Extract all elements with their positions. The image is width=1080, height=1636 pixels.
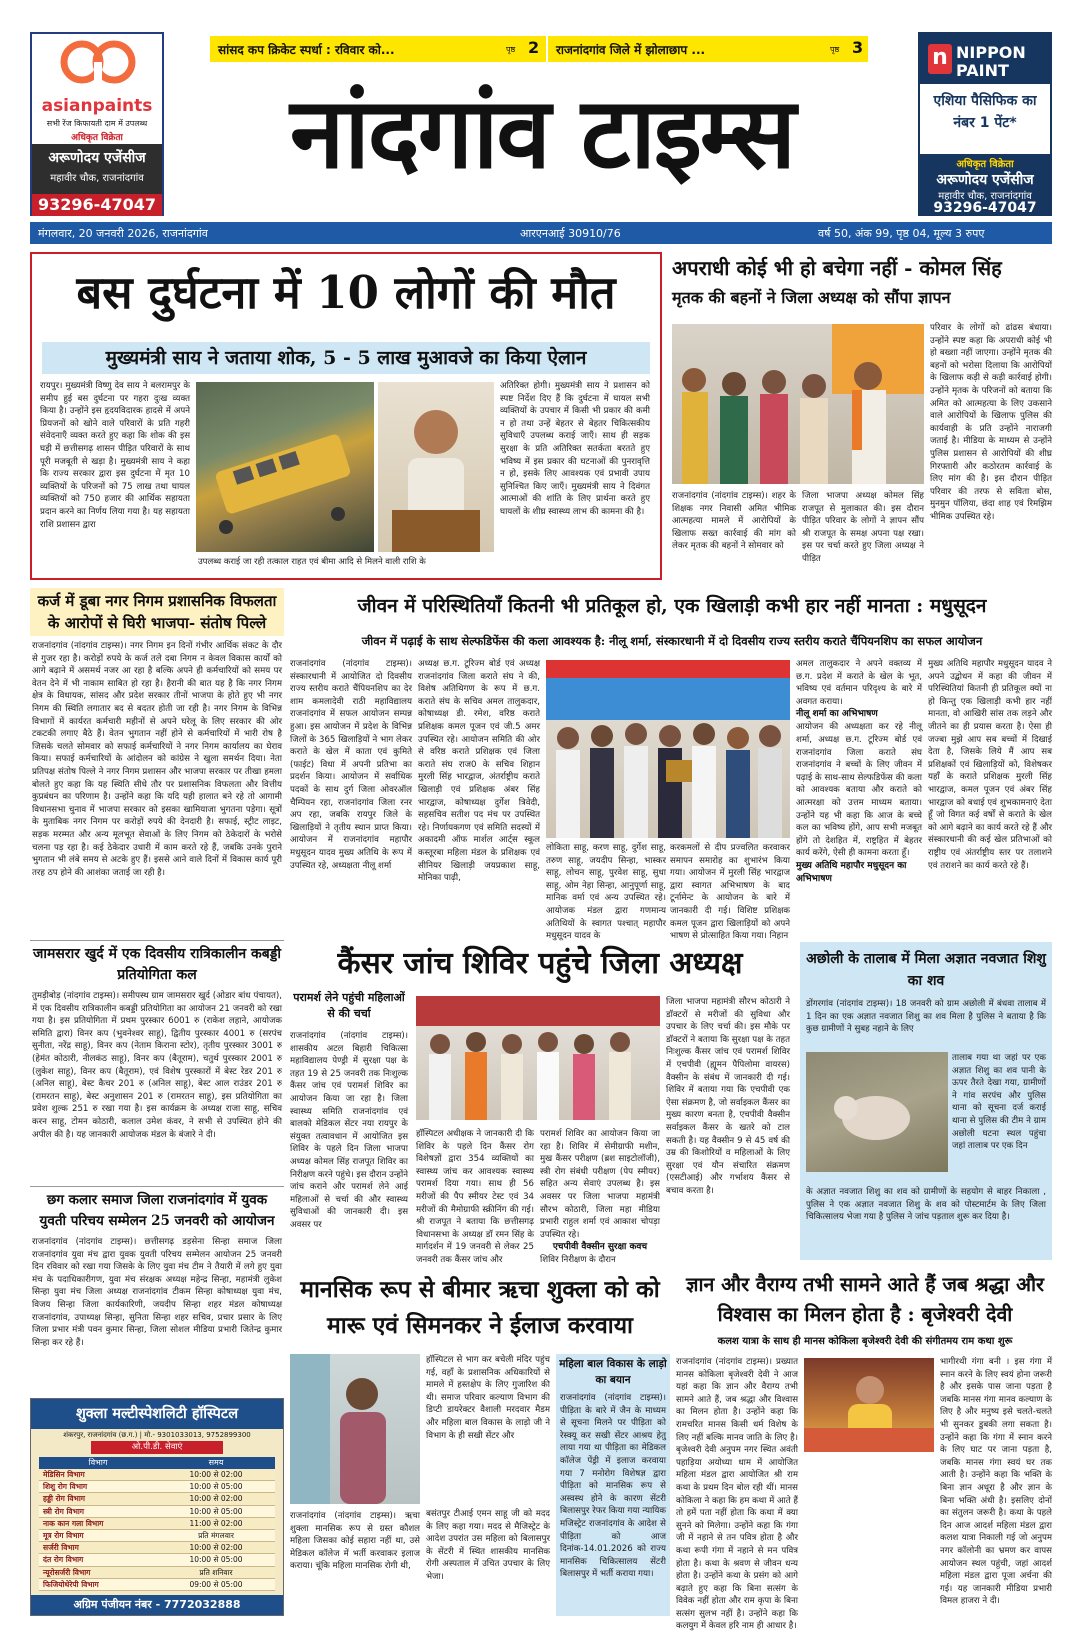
lead-photo-caption: उपलब्ध कराई जा रही तत्काल राहत एवं बीमा आदि से मिलने वाली राशि के [198,557,426,567]
shishu-story [800,942,1052,1260]
hospital-time-cell: 10:00 से 02:00 [189,1543,243,1553]
richa-col-2: हॉस्पिटल से भाग कर बचेली मंदिर पहुंच गई, वहाँ के प्रशासनिक अधिकारियों से मामले में हस्तक्षेप के लिए गुजारिश की थी। समाज परिवार कल्याण विभाग की डिप्टी डायरेक्टर वैशाली मरदवार मैडम और महिला बाल विकास के लाड़ो जी ने विभाग के ही सखी सेंटर और [426,1355,550,1441]
ad-dealer-label: अधिकृत विक्रेता [71,133,123,143]
ad-hospital[interactable] [30,1398,284,1616]
richa-box-title: महिला बाल विकास के लाड़ो का बयान [559,1358,667,1386]
issue-info: वर्ष 50, अंक 99, पृष्ठ 04, मूल्य 3 रुपए [818,227,985,240]
hospital-table-row [39,1506,275,1518]
richa-headline: मानसिक रूप से बीमार ऋचा शुक्ला को को मारू एवं सिमनकर ने ईलाज करवाया [300,1276,660,1339]
madhusudan-col-5a: अमल तालुकदार ने अपने वक्तव्य में छ.ग. प्रदेश में कराते के खेल के भूत, भविष्य एवं वर्तमान परिदृश्य के बारे में अवगत कराया। [796,659,922,707]
nippon-logo-icon: n [928,44,952,74]
richa-box [556,1354,670,1616]
hospital-time-cell: 10:00 से 02:00 [189,1470,243,1479]
hospital-opd: ओ.पी.डी. सेवाएं [91,1441,223,1454]
hospital-dept-cell: मूत्र रोग विभाग [43,1530,84,1540]
hospital-time-cell: प्रति शनिवार [199,1567,233,1577]
richa-caption-col: राजनांदगांव (नांदगांव टाइम्स)। ऋचा शुक्ला मानसिक रूप से ग्रस्त कौशल महिला जिसका कोई सहारा नहीं था, उसे मेडिकल कॉलेज में भर्ती करवाकर इलाज कराया। चूंकि महिला मानसिक रोगी थी, [290,1511,420,1572]
hospital-dept-cell: शिशु रोग विभाग [43,1482,88,1492]
hospital-title: शुक्ला मल्टीस्पेशलिटी हॉस्पिटल [75,1406,239,1422]
madhusudan-col-1: राजनांदगांव (नांदगांव टाइम्स)। संस्कारधानी में आयोजित दो दिवसीय राज्य स्तरीय कराते चैंपियनशिप का देर शाम कमलादेवी राठी महाविद्यालय राजनांदगांव में सफल आयोजन सम्पन्न हुआ। इस आयोजन में प्रदेश के विभिन्न जिलों के 365 खिलाड़ियों ने भाग लेकर कराते के खेल में काता एवं कुमिते (फाईट) विधा में अपनी प्रतिभा का प्रदर्शन किया। आयोजन में सर्वाधिक पदकों के साथ दुर्ग जिला ओवरऑल चैम्पियन रहा, राजनांदगांव जिला रनर अप रहा, जबकि रायपुर जिले के खिलाड़ियों ने तृतीय स्थान प्राप्त किया। आयोजन में राजनांदगांव महापौर मधुसूदन यादव मुख्य अतिथि के रूप में उपस्थित रहे, अध्यक्षता नीलू शर्मा [290,659,412,871]
hospital-time-cell: 10:00 से 05:00 [189,1555,243,1565]
ad-dealer-label: अधिकृत विक्रेता [956,159,1014,170]
teaser-left-page-num: 2 [528,38,540,57]
lead-photo-bus [196,382,374,552]
hospital-table-row [39,1579,275,1591]
komal-subhead: मृतक की बहनों ने जिला अध्यक्ष को सौंपा ज्ञापन [672,288,951,307]
cancer-subhead: परामर्श लेने पहुंची महिलाओं से की चर्चा [293,991,405,1020]
komal-photo [672,324,924,484]
yuvak-headline: छग कलार समाज जिला राजनांदगांव में युवक युवती परिचय सम्मेलन 25 जनवरी को आयोजन [39,1192,275,1229]
richa-col-2b: बसंतपुर टीआई एमन साहू जी को मदद के लिए कहा गया। मदद से मैजिस्ट्रेट के आदेश उपरांत उस महिला को बिलासपुर के सेंटरी में स्थित शासकीय मानसिक रोगी अस्पताल में उचित उपचार के लिए भेजा। [426,1509,550,1582]
rni-number: आरएनआई 30910/76 [520,227,621,240]
madhusudan-col-2: अध्यक्ष छ.ग. टूरिज्म बोर्ड एवं अध्यक्ष राजनांदगांव जिला कराते संघ ने की, विशेष अतिथिगण के रूप में छ.ग. कराते संघ के सचिव अमल तालुकदार, कोषाध्यक्ष डी. रमेश, वरिष्ठ कराते प्रशिक्षक कमल पूजन एवं जी.5 अमर उपस्थित रहे। आयोजन समिति की ओर से वरिष्ठ कराते प्रशिक्षक एवं जिला कराते संघ राज0 के सचिव शिहान मुरली सिंह भारद्वाज, अंतर्राष्ट्रीय कराते खिलाड़ी एवं प्रशिक्षक अंबर सिंह भारद्वाज, कोषाध्यक्ष दुर्गेश त्रिवेदी, सहसचिव सतीश पद मंच पर उपस्थित रहे। निर्णायकगण एवं समिति सदस्यों में अकादमी ऑफ मार्शल आर्ट्स स्कूल कस्तूरबा महिला मंडल के प्रशिक्षक एवं सीनियर खिलाड़ी जयप्रकाश साहू, मोनिका पाढ़ी, [418,659,540,884]
madhusudan-photo [546,660,790,838]
hospital-time-cell: 11:00 से 02:00 [189,1518,243,1528]
hospital-col-head-dept: विभाग [88,1458,108,1467]
cancer-col-2: हॉस्पिटल अधीक्षक ने जानकारी दी कि शिविर के पहले दिन कैंसर रोग विशेषज्ञों द्वारा 354 व्यक्तियों का स्वास्थ्य जांच कर आवश्यक स्वास्थ्य परामर्श दिया गया। साथ ही 56 मरीजों की पैप स्मीयर टेस्ट एवं 34 मरीजों की मैमोग्राफी स्क्रीनिंग की गई। श्री राजपूत ने बताया कि छत्तीसगढ़ विधानसभा के अध्यक्ष डॉ रमन सिंह के मार्गदर्शन में 19 जनवरी से लेकर 25 जनवरी तक कैंसर जांच और [416,1129,534,1265]
yuvak-body: राजनांदगांव (नांदगांव टाइम्स)। छत्तीसगढ़ डड़सेना सिन्हा समाज जिला राजनांदगांव युवा मंच द्वारा युवक युवती परिचय सम्मेलन आयोजन 25 जनवरी दिन रविवार को रखा गया जिसके के लिए युवा मंच टीम ने तैयारी में लगे हुए युवा मंच के पदाधिकारीगण, युवा मंच संरक्षक अध्यक्ष महेन्द्र सिन्हा, महामंत्री लुकेश सिन्हा युवा मंच जिला अध्यक्ष राजनांदगांव टीकम सिन्हा कोषाध्यक्ष युवा मंच, विजय सिन्हा जिला कार्यकारिणी, जयदीप सिन्हा शहर मंडल कोषाध्यक्ष राजनांदगांव, उपाध्यक्ष सिन्हा, सुनिता सिन्हा शहर सचिव, प्रचार प्रसार के लिए जिला प्रभार मंत्री पवन कुमार सिन्हा, जिला सोशल मीडिया प्रभारी जितेन्द्र कुमार सिन्हा कर रहे हैं। [32,1237,282,1348]
madhusudan-col-3: लोकिता साहू, करण साहू, दुर्गेश साहू, तरुण साहू, जयदीप सिन्हा, भास्कर साहू, लोचन साहू, पुरवेश साहू, सुधा साहू, ओम नेहा सिन्हा, आनुपूर्णा साहू, मानिक वर्मा एवं अन्य उपस्थित रहे। आयोजक मंडल द्वारा गणमान्य अतिथियों के स्वागत पश्चात् महापौर मधुसूदन यादव के [546,843,666,942]
lead-col-2: अतिरिक्त होगी। मुख्यमंत्री साय ने प्रशासन को स्पष्ट निर्देश दिए हैं कि दुर्घटना में घायल सभी व्यक्तियों के उपचार में किसी भी प्रकार की कमी न हो तथा उन्हें बेहतर से बेहतर चिकित्सकीय सुविधाएँ उपलब्ध कराई जाएँ। साथ ही सड़क सुरक्षा के प्रति अतिरिक्त सतर्कता बरतते हुए भविष्य में इस प्रकार की घटनाओं की पुनरावृत्ति न हो, इसके लिए आवश्यक एवं प्रभावी उपाय सुनिश्चित किए जाएँ। मुख्यमंत्री साय ने दिवंगत आत्माओं की शांति के लिए प्रार्थना करते हुए घायलों के शीघ्र स्वास्थ्य लाभ की कामना की है। [500,381,650,517]
shishu-intro: डोंगरगांव (नांदगांव टाइम्स)। 18 जनवरी को ग्राम अछोली में बंधवा तालाब में 1 दिन का एक अज्ञात नवजात शिशु का शव मिला है पुलिस ने बताया है कि कुछ ग्रामीणों ने सुबह नहाने के लिए [806,999,1046,1035]
hospital-table-row [39,1518,275,1530]
issue-date: मंगलवार, 20 जनवरी 2026, राजनांदगांव [38,227,208,240]
hospital-dept-cell: न्यूरोसर्जरी विभाग [43,1567,91,1577]
hospital-address: शंकरपुर, राजनांदगांव (छ.ग.) | मो.- 9301033013, 9752899300 [63,1431,251,1439]
hospital-time-cell: प्रति मंगलवार [198,1530,234,1540]
hospital-time-cell: 10:00 से 02:00 [189,1494,243,1504]
richa-photo [290,1354,420,1504]
cancer-headline: कैंसर जांच शिविर पहुंचे जिला अध्यक्ष [337,946,743,981]
lead-story [30,252,662,580]
hospital-dept-cell: मेडिसिन विभाग [43,1470,85,1479]
hospital-dept-cell: हड्डी रोग विभाग [43,1494,85,1504]
bjp-headline: कर्ज में डूबा नगर निगम प्रशासनिक विफलता के आरोपों से घिरी भाजपा- संतोष पिल्ले [37,592,277,632]
komal-col-3: परिवार के लोगों को ढांढस बंधाया। उन्होंने स्पष्ट कहा कि अपराधी कोई भी हो बख्शा नहीं जाएगा। उन्होंने मृतक की बहनों को भरोसा दिलाया कि आरोपियों के खिलाफ कड़ी से कड़ी कार्रवाई होगी। उन्होंने मृतक के परिजनों को बताया कि अमित को आत्महत्या के लिए उकसाने वाले आरोपियों के खिलाफ पुलिस की कार्यवाही के प्रति उन्होंने नाराजगी जताई है। मीडिया के माध्यम से उन्होंने पुलिस प्रशासन से आरोपियों की शीघ्र गिरफ्तारी और कठोरतम कार्रवाई के लिए मांग की है। इस दौरान पीड़ित परिवार की तरफ से सविता बोस, मुनमुन पॉलिया, छंदा शाह एवं रिमझिम भीमिक उपस्थित रहे। [930,323,1052,522]
ad-dealer-address: महावीर चौक, राजनांदगांव [938,191,1032,202]
ad-tagline: सभी रेंज किफायती दाम में उपलब्ध [46,119,148,128]
teaser-left-text: सांसद कप क्रिकेट स्पर्धा : रविवार को... [218,43,395,57]
date-strip [30,222,1052,244]
lead-subhead: मुख्यमंत्री साय ने जताया शोक, 5 - 5 लाख मुआवजे का किया ऐलान [105,347,587,369]
hospital-table-row [39,1530,275,1542]
madhusudan-subhead: जीवन में पढ़ाई के साथ सेल्फडिफेंस की कला आवश्यक है: नीलू शर्मा, संस्कारधानी में दो दिवसीय राज्य स्तरीय कराते चैंपियनशिप का सफल आयोजन [361,634,983,648]
kabaddi-body: तुमड़ीबोड़ (नांदगांव टाइम्स)। समीपस्थ ग्राम जामसरार खुर्द (ओडार बांध पंचायत), में एक दिवसीय रात्रिकालीन कबड्डी प्रतियोगिता का आयोजन 21 जनवरी को रखा गया है। इस प्रतियोगिता में प्रथम पुरस्कार 6001 रु (राकेश लहाने, आयोजक समिति द्वारा) विनर कप (भुवनेश्वर साहू), द्वितीय पुरस्कार 4001 रु (सरपंच सुनीता, नरेंद्र साहू), विनर कप (नेताम किराना स्टोर), तृतीय पुरस्कार 3001 रु (हेमंत कोठारी, नीलकंठ साहू), विनर कप (बैतूराम), चतुर्थ पुरस्कार 2001 रु (लुकेश साहू), विनर कप (बैतूराम), एवं विशेष पुरस्कारों में बेस्ट रेडर 201 रु (अनिल साहू), बेस्ट कैचर 201 रु (अनिल साहू), बेस्ट आल राउंडर 201 रु (रामरतन साहू), बेस्ट अनुशासन 201 रु (रामरतन साहू), इस प्रतियोगिता का प्रवेश शुल्क 251 रु रखा गया है। इस कार्यक्रम के अध्यक्ष राजा साहू, सचिव करन साहू, टोमन कोठारी, कलाल उमेश कंवर, ने सभी से उपस्थित होने की अपील की है। यह जानकारी आयोजक मंडल के बंजारे ने दी। [32,991,282,1140]
kabaddi-headline: जामसरार खुर्द में एक दिवसीय रात्रिकालीन कबड्डी प्रतियोगिता कल [33,946,281,983]
hospital-table-row [39,1481,275,1493]
hospital-dept-cell: फिजियोथेरेपी विभाग [43,1579,99,1589]
madhusudan-headline: जीवन में परिस्थितियाँ कितनी भी प्रतिकूल हो, एक खिलाड़ी कभी हार नहीं मानता : मधुसूदन [357,595,987,617]
hospital-time-cell: 10:00 से 05:00 [189,1482,243,1492]
teaser-right-page-num: 3 [852,38,864,57]
asianpaints-logo-text: asianpaints [41,96,153,116]
hospital-time-cell: 09:00 से 05:00 [189,1579,243,1589]
ad-asianpaints[interactable] [30,32,164,216]
lead-col-1: रायपुर। मुख्यमंत्री विष्णु देव साय ने बलरामपुर के समीप हुई बस दुर्घटना पर गहरा दुःख व्यक्त किया है। उन्होंने इस हृदयविदारक हादसे में अपने प्रियजनों को खोने वाले परिवारों के प्रति गहरी संवेदनाएँ व्यक्त करते हुए कहा कि शोक की इस घड़ी में छत्तीसगढ़ शासन पीड़ित परिवारों के साथ पूरी मजबूती से खड़ा है। मुख्यमंत्री साय ने कहा कि राज्य सरकार द्वारा इस दुर्घटना में मृत 10 व्यक्तियों के परिजनों को 75 लाख तथा घायल व्यक्तियों को 750 हजार की आर्थिक सहायता प्रदान करने का निर्णय लिया गया है। यह सहायता राशि प्रशासन द्वारा [40,381,190,530]
madhusudan-sub-2: मुख्य अतिथि महापौर मधुसूदन का अभिभाषण [796,860,907,884]
ad-phone: 93296-47047 [32,194,162,216]
bjp-body: राजनांदगांव (नांदगांव टाइम्स)। नगर निगम इन दिनों गंभीर आर्थिक संकट के दौर से गुजर रहा है। करोड़ों रुपये के कर्ज तले दबा निगम न केवल विकास कार्यों को आगे बढ़ाने में असमर्थ नजर आ रहा है बल्कि अपने ही कर्मचारियों को समय पर वेतन देने में भी नाकाम साबित हो रहा है। हैरानी की बात यह है कि नगर निगम क्षेत्र के विधायक, सांसद और प्रदेश सरकार तीनों भाजपा के होते हुए भी नगर निगम की स्थिति लगातार बद से बदतर होती जा रही है। नगर निगम के विभिन्न विभागों में कार्यरत कर्मचारी महीनों से अपने घरेलू के लिए सरकार की ओर टकटकी लगाए बैठे हैं। वेतन भुगतान नहीं होने से कर्मचारियों में भारी रोष है जिसके चलते सोमवार को सफाई कर्मचारियों ने नगर निगम कार्यालय का घेराव किया। सफाई कर्मचारियों के आंदोलन को कांग्रेस ने खुला समर्थन दिया। नेता प्रतिपक्ष संतोष पिल्ले ने नगर निगम प्रशासन और भाजपा सरकार पर तीखा हमला बोलते हुए कहा कि यह स्थिति सीधे तौर पर प्रशासनिक विफलता और वित्तीय कुप्रबंधन का परिणाम है। उन्होंने कहा कि यदि यही हालात बने रहे तो आगामी विधानसभा चुनाव में भाजपा सरकार को इसका खामियाजा भुगतना पड़ेगा। सूत्रों के मुताबिक नगर निगम पर करोड़ों रुपये की देनदारी है। सफाई, स्ट्रीट लाइट, सड़क मरम्मत और अन्य मूलभूत सेवाओं के लिए निगम को ठेकेदारों के भरोसे चलना पड़ रहा है। कई ठेकेदार उधारी में काम करते रहे हैं, जबकि उनके पुराने भुगतान भी लंबे समय से अटके हुए हैं। इससे आने वाले दिनों में विकास कार्य पूरी तरह ठप होने की आशंका जताई जा रही है। [32,641,282,878]
hospital-col-head-time: समय [208,1458,224,1467]
shraddha-photo [804,1358,934,1452]
komal-col-2: जिला भाजपा अध्यक्ष कोमल सिंह राजपूत से मुलाकात की। इस दौरान पीड़ित परिवार के लोगों ने ज्ञापन सौंप श्री राजपूत के समक्ष अपना पक्ष रखा। इस पर चर्चा करते हुए जिला अध्यक्ष ने पीड़ित [802,491,924,564]
shishu-tail: के अज्ञात नवजात शिशु का शव को ग्रामीणों के सहयोग से बाहर निकाला , पुलिस ने एक अज्ञात नवजात शिशु के शव को पोस्टमार्टम के लिए जिला चिकित्सालय भेजा गया है पुलिस ने जांच पड़ताल शुरू कर दिया है। [806,1187,1046,1223]
newspaper-title: नांदगांव टाइम्स [290,76,794,191]
hospital-table-row [39,1493,275,1505]
madhusudan-col-4: करकमलों से दीप प्रज्वलित करवाकर समापन समारोह का शुभारंभ किया गया। आयोजन में मुरली सिंह भारद्वाज द्वारा स्वागत अभिभाषण के बाद टूर्नामेन्ट के आयोजन के बारे में जानकारी दी गई। विशिष्ट प्रशिक्षक कमल पूजन द्वारा खिलाड़ियों को अपने भाषण से प्रोत्साहित किया गया। निहान [670,843,790,942]
ad-phone: 93296-47047 [933,200,1037,216]
ad-dealer-name: अरूणोदय एजेंसीज [48,150,146,166]
shraddha-subhead: कलश यात्रा के साथ ही मानस कोकिला बृजेश्वरी देवी की संगीतमय राम कथा शुरू [717,1336,1013,1347]
teaser-left[interactable] [210,36,546,62]
hospital-dept-cell: दंत रोग विभाग [43,1555,84,1565]
shraddha-col-1: राजनांदगांव (नांदगांव टाइम्स)। प्रख्यात मानस कोकिला बृजेश्वरी देवी ने आज यहां कहा कि ज्ञान और वैराग्य तभी सामने आते हैं, जब श्रद्धा और विश्वास का मिलन होता है। उन्होंने कहा कि रामचरित मानस किसी धर्म विशेष के लिए नहीं बल्कि मानव जाति के लिए है। बृजेश्वरी देवी अनुपम नगर स्थित अवंती पहाड़िया अयोध्या धाम में आयोजित महिला मंडल द्वारा आयोजित श्री राम कथा के प्रथम दिन बोल रही थीं। मानस कोकिला ने कहा कि हम कथा में आते हैं तो हमें पता नहीं होता कि कथा में क्या सुनने को मिलेगा। उन्होंने कहा कि गंगा जी में नहाने से तन पवित्र होता है और कथा रूपी गंगा में नहाने से मन पवित्र होता है। कथा के श्रवण से जीवन धन्य होता है। उन्होंने कथा के प्रसंग को आगे बढ़ाते हुए कहा कि बिना सत्संग के विवेक नहीं होता और राम कृपा के बिना सत्संग सुलभ नहीं है। उन्होंने कहा कि कलयुग में केवल हरि नाम ही आधार है। [676,1357,798,1632]
teaser-right[interactable] [548,36,868,62]
hospital-time-cell: 10:00 से 05:00 [189,1506,243,1516]
lead-headline: बस दुर्घटना में 10 लोगों की मौत [76,266,616,319]
hospital-table-row [39,1542,275,1554]
madhusudan-sub-1: नीलू शर्मा का अभिभाषण [796,709,878,720]
hospital-footer: अग्रिम पंजीयन नंबर - 7772032888 [31,1595,283,1615]
teaser-right-text: राजनांदगांव जिले में झोलाछाप ... [556,43,706,57]
shishu-body: तालाब गया था जहां पर एक अज्ञात शिशु का शव पानी के ऊपर तैरते देखा गया, ग्रामीणों ने गांव सरपंच और पुलिस थाना को सूचना दर्ज कराई थाना से पुलिस की टीम ने ग्राम अछोली घटना स्थल पहुंचा जहां तालाब पर एक दिन [952,1053,1046,1152]
lead-photo-cm [378,382,494,552]
hospital-table-row [39,1469,275,1481]
nippon-logo-text: NIPPON PAINT [956,43,1026,80]
cancer-col-4: जिला भाजपा महामंत्री सौरभ कोठारी ने डॉक्टरों से मरीजों की सुविधा और उपचार के लिए चर्चा की। इस मौके पर डॉक्टरों ने बताया कि सुरक्षा पक्ष के तहत निःशुल्क कैंसर जांच एवं परामर्श शिविर में एचपीवी (ह्यूमन पैपिलोमा वायरस) वैक्सीन के संबंध में जानकारी दी गई। शिविर में बताया गया कि एचपीवी एक ऐसा संक्रमण है, जो सर्वाइकल कैंसर का मुख्य कारण बनता है, एचपीवी वैक्सीन सर्वाइकल कैंसर के खतरे को टाल सकती है। यह वैक्सीन 9 से 45 वर्ष की उम्र की किशोरियों व महिलाओं के लिए सुरक्षा एवं यौन संचारित संक्रमण (एसटीआई) और गर्भाशय कैंसर से बचाव करता है। [666,997,790,1196]
richa-col-3: राजनांदगांव (नांदगांव टाइम्स)। पीड़िता के बारे में जैन के माध्यम से सूचना मिलने पर पीड़िता को रेस्क्यू कर सखी सेंटर आश्रय हेतु लाया गया था पीड़िता का मेडिकल कॉलेज पेंड्री में इलाज करवाया गया 7 मनोरोग विशेषज्ञ द्वारा पीड़िता को मानसिक रूप से अस्वस्थ होने के कारण सेंटरी बिलासपुर रेफर किया गया न्यायिक मजिस्ट्रेट राजनांदगांव के आदेश से पीड़िता को आज दिनांक-14.01.2026 को राज्य मानसिक चिकित्सालय सेंटरी बिलासपुर में भर्ती कराया गया। [560,1393,666,1580]
teaser-left-page-label: पृष्ठ [506,45,516,54]
komal-col-1: राजनांदगांव (नांदगांव टाइम्स)। शहर के शिक्षक नगर निवासी अमित भीमिक आत्महत्या मामले में आरोपियों के खिलाफ सख्त कार्रवाई की मांग को लेकर मृतक की बहनों ने सोमवार को [672,491,796,552]
cancer-col-3b: शिविर निरीक्षण के दौरान [540,1255,616,1266]
madhusudan-col-6: मुख्य अतिथि महापौर मधुसूदन यादव ने अपने उद्बोधन में कहा की जीवन में परिस्थितियां कितनी ही प्रतिकूल क्यों ना हो किन्तु एक खिलाड़ी कभी हार नहीं मानता, वो आखिरी सांस तक लड़ने और जीतने का ही प्रयास करता है। ऐसा ही जज्बा मुझे आप सब बच्चों में दिखाई देता है, जिसके लिये मैं आप सब प्रशिक्षकों एवं खिलाड़ियों को, विशेषकर यहाँ के कराते प्रशिक्षक मुरली सिंह भारद्वाज, कमल पूजन एवं अंबर सिंह भारद्वाज को बधाई एवं शुभकामनाएं देता हूँ जो विगत कई वर्षों से कराते के खेल को आगे बढ़ाने का कार्य करते रहे हैं और संस्कारधानी की कई खेल प्रतिभाओं को राष्ट्रीय एवं अंतर्राष्ट्रीय स्तर पर तलाशने एवं तराशने का कार्य करते रहे हैं। [928,659,1052,871]
shraddha-headline: ज्ञान और वैराग्य तभी सामने आते हैं जब श्रद्धा और विश्वास का मिलन होता है : बृजेश्वरी देवी [685,1273,1044,1326]
hospital-dept-cell: स्त्री रोग विभाग [43,1506,85,1516]
teaser-right-page-label: पृष्ठ [830,45,840,54]
shishu-photo [806,1052,948,1172]
shraddha-col-2: भागीरथी गंगा बनी । इस गंगा में स्नान करने के लिए स्वयं होना जरूरी है और इसके पास जाना पड़ता है जबकि मानस गंगा मानव कल्याण के लिए है और मनुष्य इसे चलते-चलते भी सुनकर डुबकी लगा सकता है। उन्होंने कहा कि गंगा में स्नान करने के लिए घाट पर जाना पड़ता है, जबकि मानस गंगा स्वयं घर तक आती है। उन्होंने कहा कि भक्ति के बिना ज्ञान अधूरा है और ज्ञान के बिना भक्ति अंधी है। इसलिए दोनों का संतुलन जरूरी है। कथा के पहले दिन आज आदर्श महिला मंडल द्वारा कलश यात्रा निकाली गई जो अनुपम नगर कॉलोनी का भ्रमण कर वापस आयोजन स्थल पहुंची, जहां आदर्श महिला मंडल द्वारा पूजा अर्चना की गई। यह जानकारी मीडिया प्रभारी विमल हाजरा ने दी। [940,1357,1052,1607]
hospital-table-row [39,1554,275,1566]
komal-headline: अपराधी कोई भी हो बचेगा नहीं - कोमल सिंह [672,256,1002,280]
ad-dealer-name: अरूणोदय एजेंसीज [936,172,1034,188]
cancer-photo [416,996,660,1120]
ad-tagline: एशिया पैसिफिक का नंबर 1 पेंट* [933,93,1037,131]
hospital-table-row [39,1567,275,1579]
shishu-headline: अछोली के तालाब में मिला अज्ञात नवजात शिशु का शव [806,951,1046,989]
hospital-dept-cell: सर्जरी विभाग [43,1543,79,1553]
hospital-table [39,1457,275,1591]
ad-dealer-address: महावीर चौक, राजनांदगांव [50,173,144,184]
cancer-col-3: परामर्श शिविर का आयोजन किया जा रहा है। शिविर में सेमीग्राफी मशीन, मुख कैंसर परीक्षण (ब्रश साइटोलॉजी), स्त्री रोग संबंधी परीक्षण (पेप स्मीयर) सहित अन्य सेवाएं उपलब्ध है। इस अवसर पर जिला भाजपा महामंत्री सौरभ कोठारी, जिला महा मीडिया प्रभारी राहुल शर्मा एवं आकाश चोपड़ा उपस्थित रहे। [540,1129,660,1240]
cancer-col-1: राजनांदगांव (नांदगांव टाइम्स)। शासकीय अटल बिहारी चिकित्सा महाविद्यालय पेण्ड्री में सुरक्षा पक्ष के तहत 19 से 25 जनवरी तक निःशुल्क कैंसर जांच एवं परामर्श शिविर का आयोजन किया जा रहा है। जिला स्वास्थ्य समिति राजनांदगांव एवं बालको मेडिकल सेंटर नया रायपुर के संयुक्त तत्वावधान में आयोजित इस शिविर के पहले दिन जिला भाजपा अध्यक्ष कोमल सिंह राजपूत शिविर का निरीक्षण करने पहुंचे। इस दौरान उन्होंने जांच कराने और परामर्श लेने आई महिलाओं से चर्चा की और स्वास्थ्य सुविधाओं की जानकारी दी। इस अवसर पर [290,1031,408,1230]
madhusudan-col-5b: आयोजन की अध्यक्षता कर रहे नीलू शर्मा, अध्यक्ष छ.ग. टूरिज्म बोर्ड एवं राजनांदगांव जिला कराते संघ राजनांदगांव ने बच्चों के लिए जीवन में पढ़ाई के साथ-साथ सेल्फडिफेंस की कला को आवश्यक बताया और कराते को आत्मरक्षा को उत्तम माध्यम बताया। उन्होंने यह भी कहा कि आज के बच्चे कल का भविष्य होंगे, आप सभी मजबूत होंगे तो देशहित में, राष्ट्रहित में बेहतर कार्य करेंगे, ऐसी ही कामना करता हूँ। [796,722,922,859]
ad-nippon[interactable] [918,32,1052,216]
asianpaints-logo-icon [58,40,138,94]
hospital-dept-cell: नाक कान गला विभाग [43,1518,104,1528]
cancer-sub: एचपीवी वैक्सीन सुरक्षा कवच [552,1242,648,1253]
